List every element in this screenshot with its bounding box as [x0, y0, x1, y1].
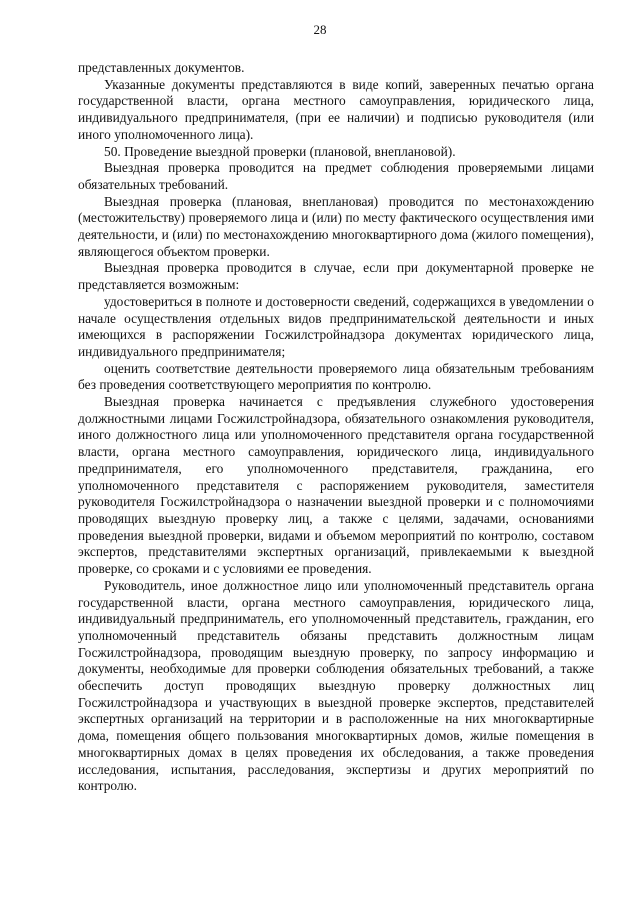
document-body: [78, 60, 594, 795]
paragraph-obligations: Руководитель, иное должностное лицо или уполномоченный представитель органа государственной власти, органа местного самоуправления, юридического лица, индивидуальный предприниматель, его уполномоченный представитель, гражданин, его уполномоченный представитель обязаны представить должностным лицам Госжилстройнадзора, проводящим выездную проверку, по запросу информацию и документы, необходимые для проверки соблюдения обязательных требований, а также обеспечить доступ проводящих выездную проверку должностных лиц Госжилстройнадзора и участвующих в выездной проверке экспертов, представителей экспертных организаций на территории и в расположенные на них многоквартирные дома, помещения общего пользования многоквартирных домов, жилые помещения в многоквартирных домах в целях проведения их обследования, а также проведения исследования, испытания, расследования, экспертизы и других мероприятий по контролю.: [78, 577, 594, 794]
paragraph-inspection-subject: Выездная проверка проводится на предмет соблюдения проверяемыми лицами обязательных требований.: [78, 160, 594, 192]
paragraph-documents-copies: Указанные документы представляются в виде копий, заверенных печатью органа государственной власти, органа местного самоуправления, юридического лица, индивидуального предпринимателя, (при ее наличии) и подписью руководителя (или иного уполномоченного лица).: [78, 76, 594, 142]
section-heading-50: 50. Проведение выездной проверки (плановой, внеплановой).: [104, 143, 456, 159]
paragraph-inspection-cases: Выездная проверка проводится в случае, если при документарной проверке не представляется возможным:: [78, 260, 594, 293]
paragraph-continuation: представленных документов.: [78, 60, 245, 75]
paragraph-inspection-location: Выездная проверка (плановая, внеплановая) проводится по местонахождению (местожительству) проверяемого лица и (или) по месту фактического осуществления ими деятельности, и (или) по местонахождению многоквартирного дома (жилого помещения), являющегося объектом проверки.: [78, 193, 594, 259]
list-item-verify: удостовериться в полноте и достоверности сведений, содержащихся в уведомлении о начале осуществления отдельных видов предпринимательской деятельности и иных имеющихся в распоряжении Госжилстройнадзора документах юридического лица, индивидуального предпринимателя;: [78, 293, 594, 359]
paragraph-inspection-start: Выездная проверка начинается с предъявления служебного удостоверения должностными лицами Госжилстройнадзора, обязательного ознакомления руководителя, иного должностного лица или уполномоченного представителя органа государственной власти, органа местного самоуправления, юридического лица, индивидуального предпринимателя, его уполномоченного представителя, гражданина, его уполномоченного представителя с распоряжением руководителя, заместителя руководителя Госжилстройнадзора о назначении выездной проверки и с полномочиями проводящих выездную проверку лиц, а также с целями, задачами, основаниями проведения выездной проверки, видами и объемом мероприятий по контролю, составом экспертов, представителями экспертных организаций, привлекаемыми к выездной проверке, со сроками и с условиями ее проведения.: [78, 394, 594, 577]
list-item-assess: оценить соответствие деятельности проверяемого лица обязательным требованиям без проведения соответствующего мероприятия по контролю.: [78, 360, 594, 393]
page-number: 28: [313, 22, 327, 37]
